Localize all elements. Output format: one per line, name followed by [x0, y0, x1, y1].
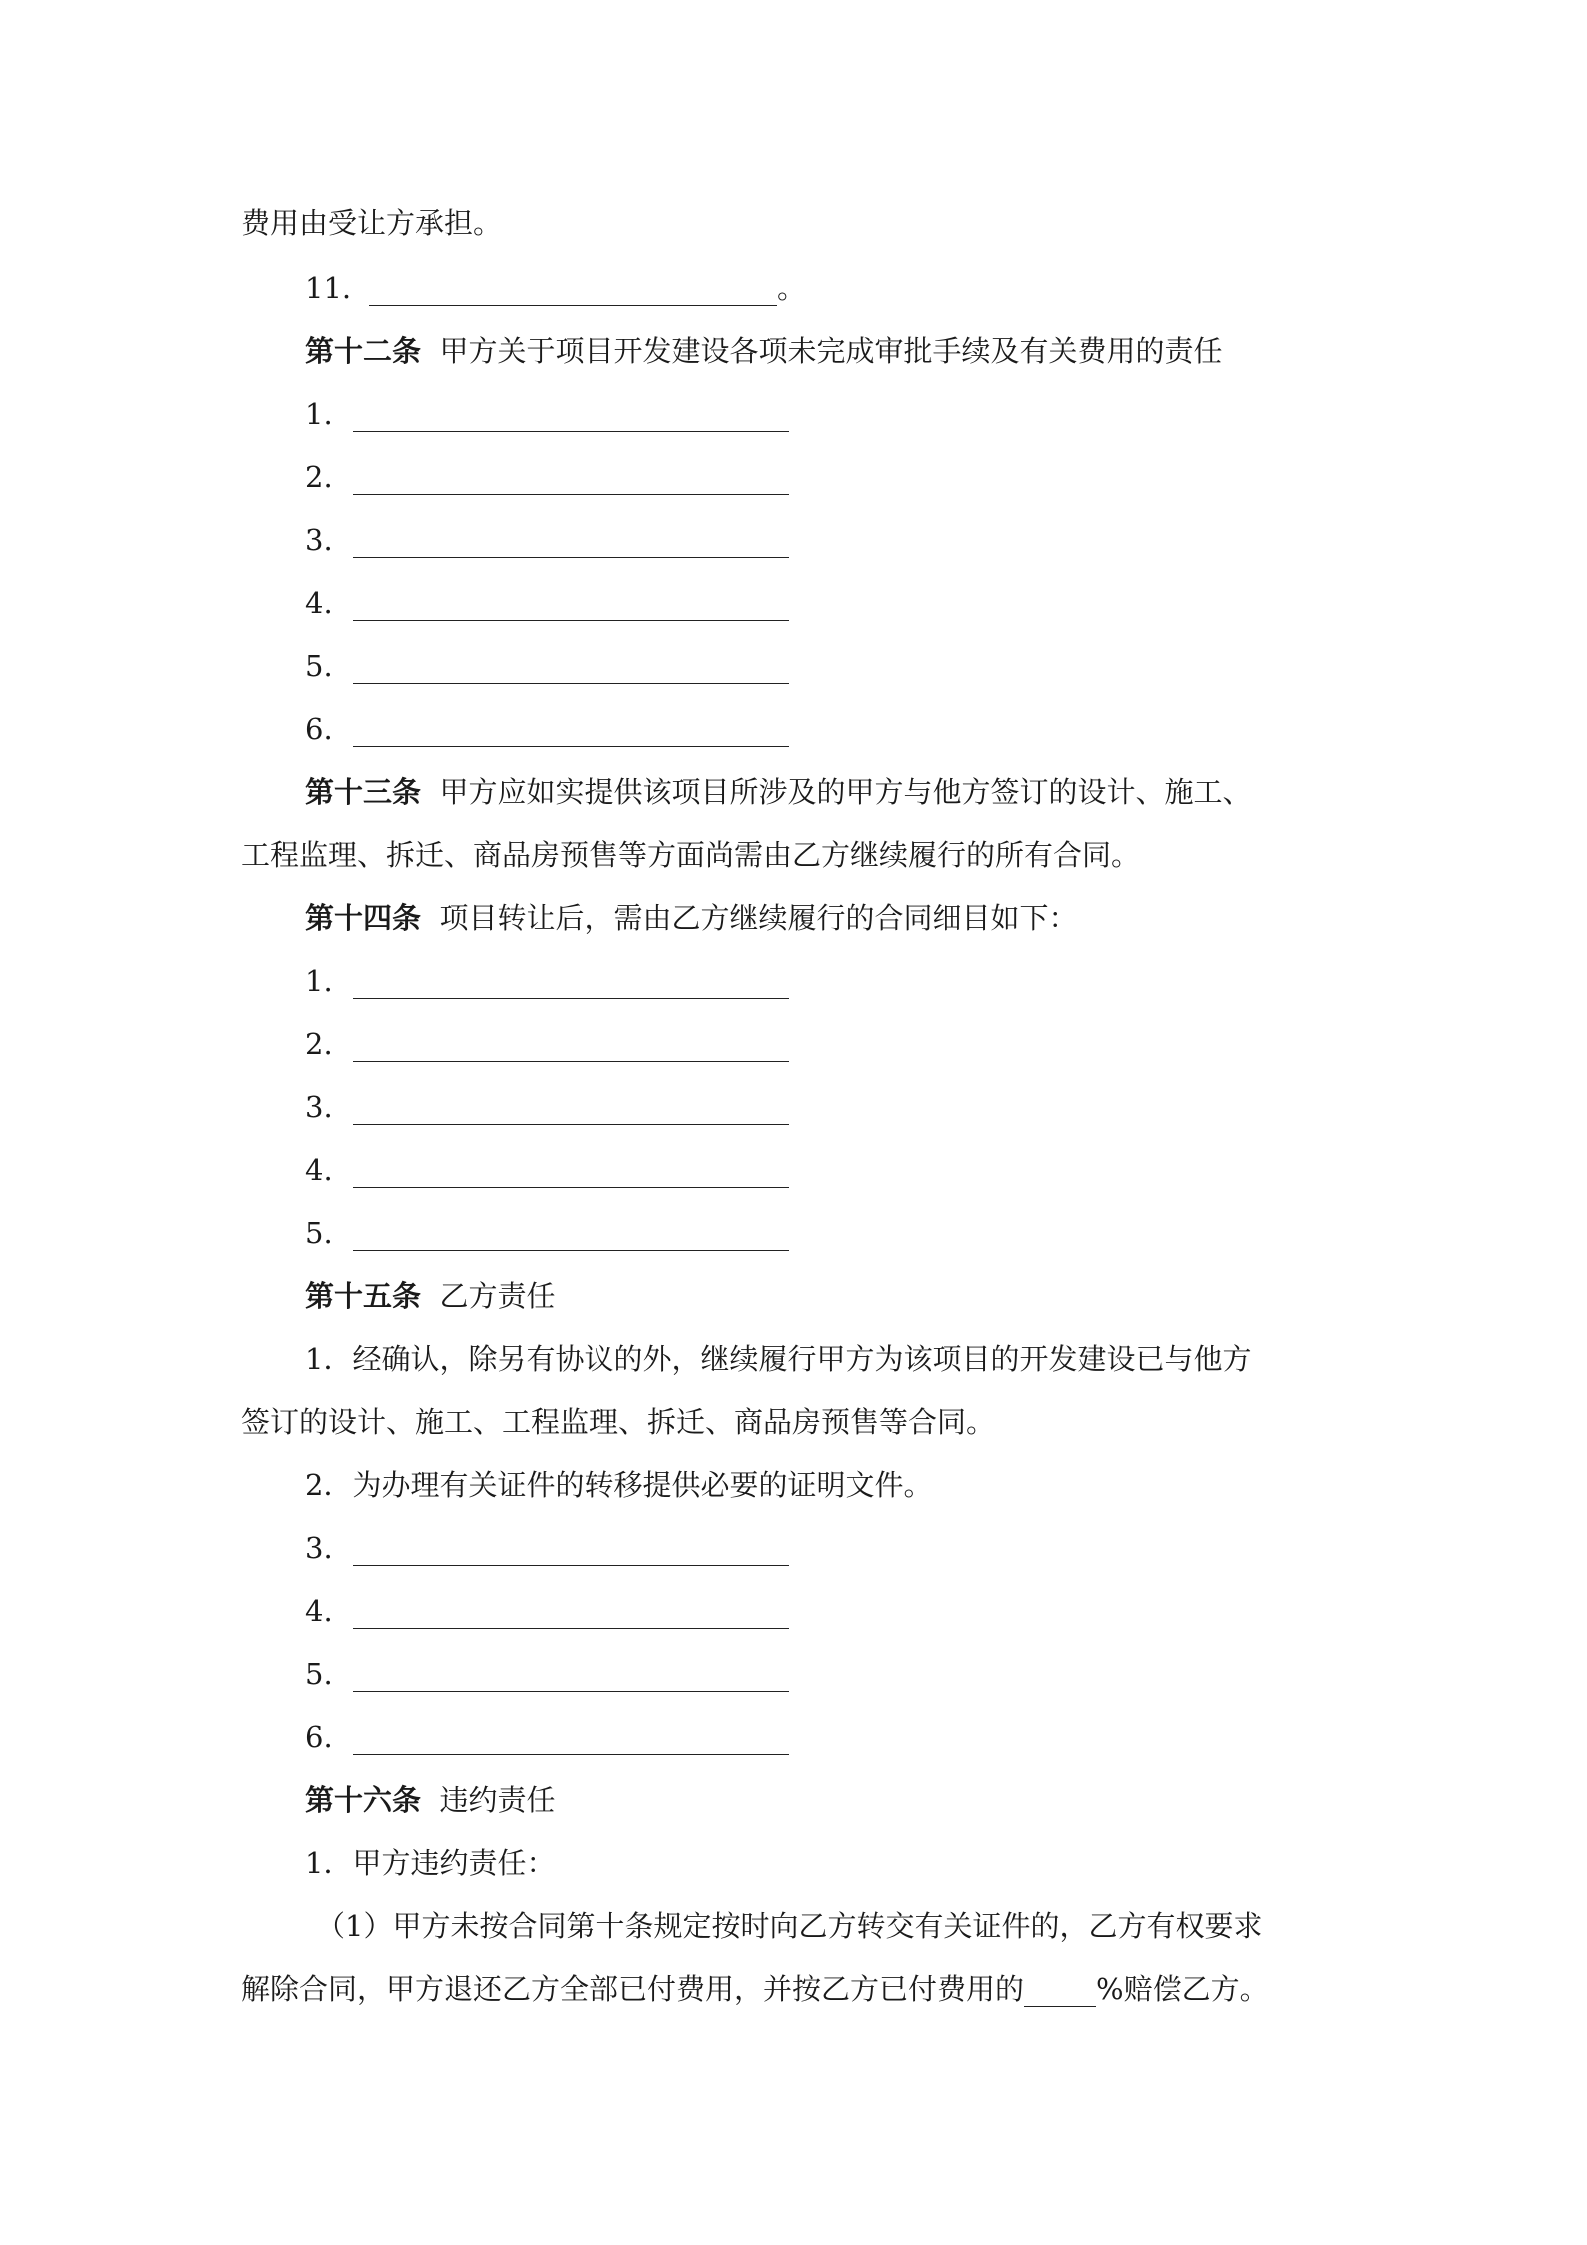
blank-line: [353, 653, 789, 684]
item-number: 3.: [305, 523, 333, 557]
a15-item-6: [305, 1719, 789, 1755]
a12-item-2: [305, 459, 789, 495]
article-title: 乙方责任: [439, 1279, 556, 1313]
a12-item-5: [305, 648, 789, 684]
item-number: 5.: [305, 1657, 333, 1691]
a12-item-3: [305, 522, 789, 558]
item-end: 。: [777, 271, 807, 305]
blank-line: [353, 716, 789, 747]
blank-line: [353, 401, 789, 432]
article-13-heading: [305, 774, 1251, 810]
article-12-heading: [305, 333, 1222, 369]
a16-paragraph-1: 1．甲方违约责任：: [305, 1846, 556, 1880]
item-number: 2.: [305, 460, 333, 494]
a15-paragraph-1-continuation: 签订的设计、施工、工程监理、拆迁、商品房预售等合同。: [241, 1405, 996, 1439]
a12-item-1: [305, 396, 789, 432]
a15-paragraph-1: 1．经确认，除另有协议的外，继续履行甲方为该项目的开发建设已与他方: [305, 1342, 1252, 1376]
a14-item-2: [305, 1026, 789, 1062]
blank-line: [353, 968, 789, 999]
blank-line: [1024, 1976, 1096, 2007]
blank-line: [353, 1598, 789, 1629]
item-number: 5.: [305, 1216, 333, 1250]
article-14-heading: [305, 900, 1077, 936]
a12-item-6: [305, 711, 789, 747]
item-number: 4.: [305, 586, 333, 620]
item-number: 3.: [305, 1090, 333, 1124]
article-15-heading: [305, 1278, 555, 1314]
text-part: %赔偿乙方。: [1096, 1972, 1269, 2006]
a14-item-1: [305, 963, 789, 999]
item-number: 11.: [305, 271, 352, 305]
item-number: 3.: [305, 1531, 333, 1565]
a12-item-4: [305, 585, 789, 621]
blank-line: [353, 1661, 789, 1692]
item-number: 6.: [305, 712, 333, 746]
a15-paragraph-2: 2．为办理有关证件的转移提供必要的证明文件。: [305, 1468, 933, 1502]
blank-line: [353, 590, 789, 621]
blank-line: [369, 275, 777, 306]
article-13-continuation: 工程监理、拆迁、商品房预售等方面尚需由乙方继续履行的所有合同。: [241, 838, 1141, 872]
item-11: [305, 270, 806, 306]
article-title: 违约责任: [439, 1783, 556, 1817]
a14-item-3: [305, 1089, 789, 1125]
a15-item-3: [305, 1530, 789, 1566]
article-number: 第十三条: [305, 775, 422, 809]
item-number: 4.: [305, 1594, 333, 1628]
item-number: 2.: [305, 1027, 333, 1061]
article-number: 第十六条: [305, 1783, 422, 1817]
a16-paragraph-2: （1）甲方未按合同第十条规定按时向乙方转交有关证件的，乙方有权要求: [316, 1909, 1263, 1943]
blank-line: [353, 1535, 789, 1566]
a14-item-5: [305, 1215, 789, 1251]
paragraph-fee: 费用由受让方承担。: [241, 206, 503, 240]
blank-line: [353, 1094, 789, 1125]
a14-item-4: [305, 1152, 789, 1188]
a16-paragraph-2-continuation: [241, 1971, 1269, 2007]
item-number: 1.: [305, 397, 333, 431]
blank-line: [353, 464, 789, 495]
blank-line: [353, 1220, 789, 1251]
article-title: 甲方关于项目开发建设各项未完成审批手续及有关费用的责任: [439, 334, 1223, 368]
article-number: 第十四条: [305, 901, 422, 935]
item-number: 5.: [305, 649, 333, 683]
blank-line: [353, 527, 789, 558]
blank-line: [353, 1724, 789, 1755]
blank-line: [353, 1031, 789, 1062]
a15-item-5: [305, 1656, 789, 1692]
article-number: 第十二条: [305, 334, 422, 368]
item-number: 6.: [305, 1720, 333, 1754]
item-number: 1.: [305, 964, 333, 998]
item-number: 4.: [305, 1153, 333, 1187]
article-number: 第十五条: [305, 1279, 422, 1313]
article-text: 项目转让后，需由乙方继续履行的合同细目如下：: [439, 901, 1078, 935]
blank-line: [353, 1157, 789, 1188]
a15-item-4: [305, 1593, 789, 1629]
text-part: 解除合同，甲方退还乙方全部已付费用，并按乙方已付费用的: [241, 1972, 1025, 2006]
article-16-heading: [305, 1782, 555, 1818]
article-text: 甲方应如实提供该项目所涉及的甲方与他方签订的设计、施工、: [439, 775, 1252, 809]
